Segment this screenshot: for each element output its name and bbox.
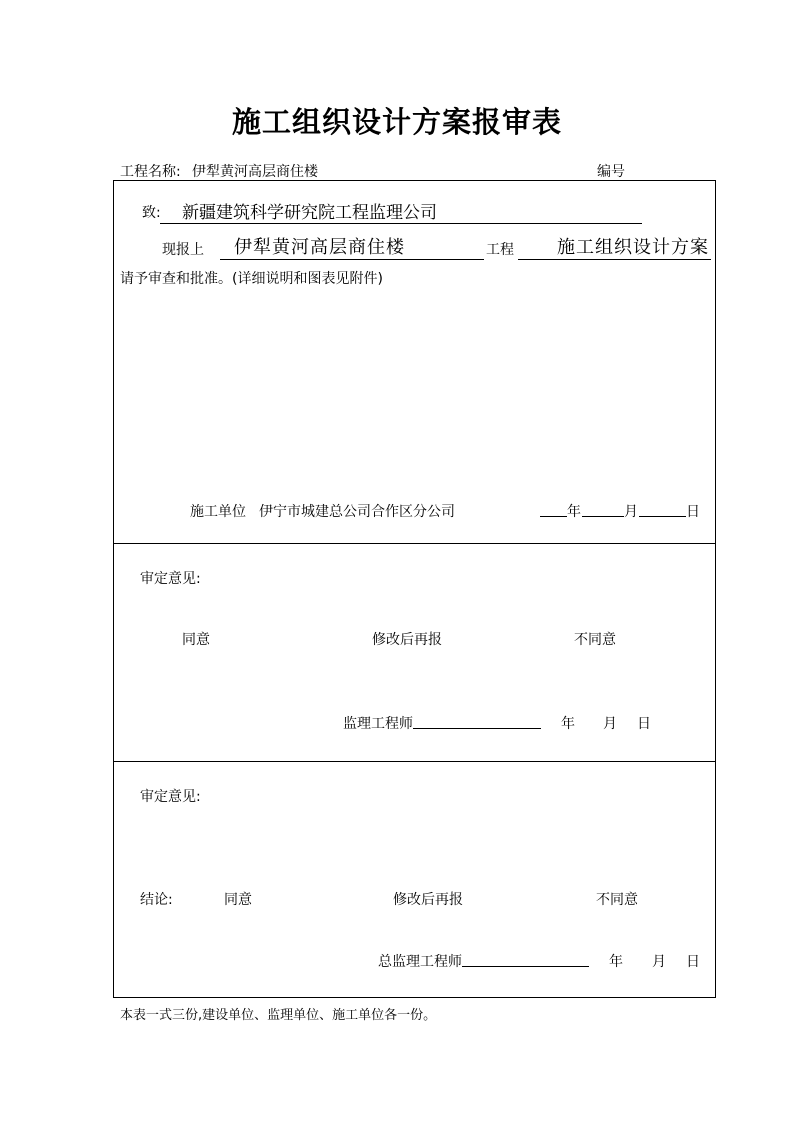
month-blank <box>582 516 624 517</box>
day-blank <box>639 516 686 517</box>
engineer-signature-line <box>413 728 541 729</box>
month-label: 月 <box>624 504 638 520</box>
engineer-label: 监理工程师 <box>343 716 413 732</box>
option-revise: 修改后再报 <box>393 892 463 908</box>
chief-label: 总监理工程师 <box>378 954 462 970</box>
section-divider-1 <box>113 543 716 544</box>
footer-note: 本表一式三份,建设单位、监理单位、施工单位各一份。 <box>120 1008 437 1023</box>
to-label: 致: <box>142 205 161 221</box>
chief-signature-line <box>462 966 589 967</box>
option-disagree: 不同意 <box>574 632 616 648</box>
month-label: 月 <box>603 716 617 732</box>
project-label: 工程名称: <box>120 164 181 180</box>
day-label: 日 <box>637 716 651 732</box>
year-blank <box>540 516 567 517</box>
conclusion-label: 结论: <box>140 892 173 908</box>
number-label: 编号 <box>597 164 625 180</box>
project-name: 伊犁黄河高层商住楼 <box>192 164 318 180</box>
report-mid: 工程 <box>486 242 514 258</box>
unit-label: 施工单位 <box>190 504 246 520</box>
month-label: 月 <box>652 954 666 970</box>
year-label: 年 <box>567 504 581 520</box>
form-table <box>113 180 716 998</box>
report-prefix: 现报上 <box>162 242 204 258</box>
year-label: 年 <box>609 954 623 970</box>
section-divider-2 <box>113 761 716 762</box>
request-text: 请予审查和批准。(详细说明和图表见附件) <box>120 271 383 287</box>
option-disagree: 不同意 <box>596 892 638 908</box>
unit-name: 伊宁市城建总公司合作区分公司 <box>259 504 455 520</box>
option-revise: 修改后再报 <box>372 632 442 648</box>
report-project: 伊犁黄河高层商住楼 <box>220 233 484 260</box>
day-label: 日 <box>686 954 700 970</box>
option-agree: 同意 <box>224 892 252 908</box>
day-label: 日 <box>686 504 700 520</box>
to-org: 新疆建筑科学研究院工程监理公司 <box>160 198 642 224</box>
opinion-label: 审定意见: <box>140 789 201 805</box>
report-doc: 施工组织设计方案 <box>518 233 711 260</box>
year-label: 年 <box>561 716 575 732</box>
opinion-label: 审定意见: <box>140 571 201 587</box>
page-title: 施工组织设计方案报审表 <box>231 105 562 139</box>
option-agree: 同意 <box>182 632 210 648</box>
